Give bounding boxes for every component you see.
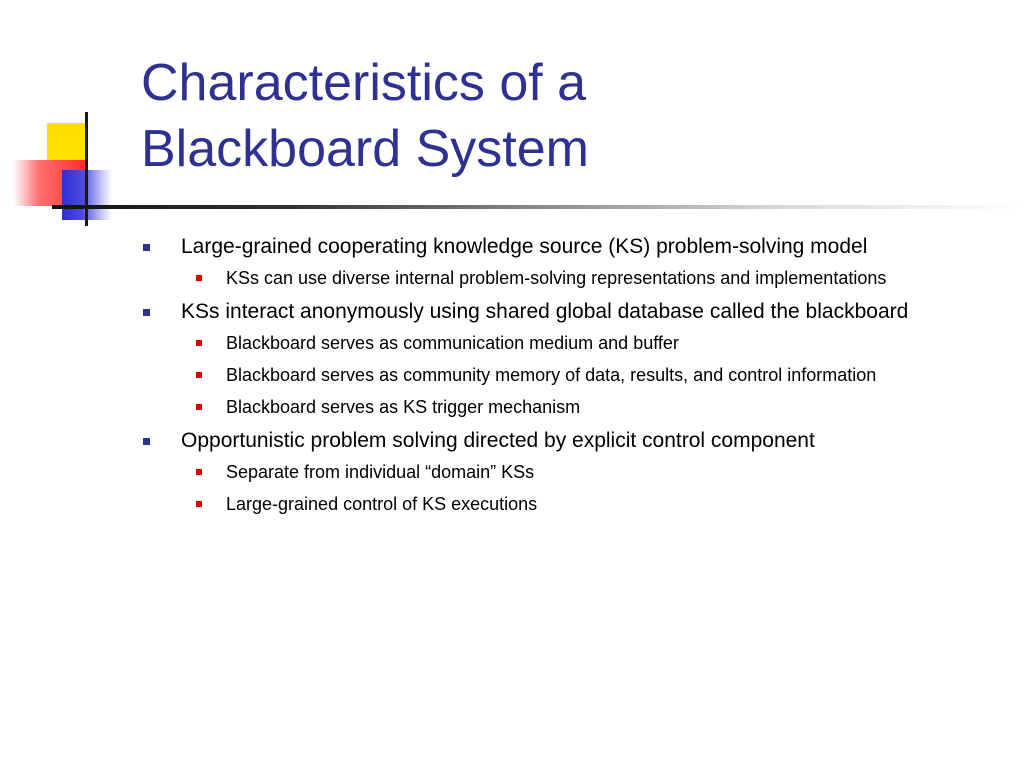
bullet-text: Opportunistic problem solving directed by explicit control component xyxy=(181,429,815,452)
square-bullet-icon xyxy=(196,372,202,378)
square-bullet-icon xyxy=(143,438,150,445)
slide-title-line-2: Blackboard System xyxy=(141,120,589,178)
square-bullet-icon xyxy=(143,244,150,251)
title-underline xyxy=(52,205,1024,209)
sub-bullet-text: Blackboard serves as KS trigger mechanism xyxy=(226,397,581,417)
square-bullet-icon xyxy=(196,469,202,475)
bullet-item xyxy=(181,297,971,327)
sub-bullet-text: Blackboard serves as communication medium and buffer xyxy=(226,333,679,353)
sub-bullet-item xyxy=(226,362,946,389)
bullet-text: KSs interact anonymously using shared global database called the blackboard xyxy=(181,300,909,323)
bullet-text: Large-grained cooperating knowledge source (KS) problem-solving model xyxy=(181,235,868,258)
square-bullet-icon xyxy=(196,340,202,346)
sub-bullet-item xyxy=(226,265,946,292)
square-bullet-icon xyxy=(143,309,150,316)
square-bullet-icon xyxy=(196,275,202,281)
sub-bullet-item xyxy=(226,459,946,486)
slide-title-line-1: Characteristics of a xyxy=(141,54,587,112)
bullet-list xyxy=(0,232,1024,523)
bullet-item xyxy=(181,426,971,456)
sub-bullet-text: Blackboard serves as community memory of data, results, and control information xyxy=(226,365,877,385)
slide-title xyxy=(141,50,981,182)
square-bullet-icon xyxy=(196,501,202,507)
sub-bullet-item xyxy=(226,491,946,518)
bullet-item xyxy=(181,232,971,262)
decorative-yellow-square xyxy=(47,123,85,163)
sub-bullet-text: KSs can use diverse internal problem-solving representations and implementations xyxy=(226,268,887,288)
sub-bullet-item xyxy=(226,330,946,357)
square-bullet-icon xyxy=(196,404,202,410)
sub-bullet-text: Separate from individual “domain” KSs xyxy=(226,462,535,482)
sub-bullet-text: Large-grained control of KS executions xyxy=(226,494,538,514)
sub-bullet-item xyxy=(226,394,946,421)
